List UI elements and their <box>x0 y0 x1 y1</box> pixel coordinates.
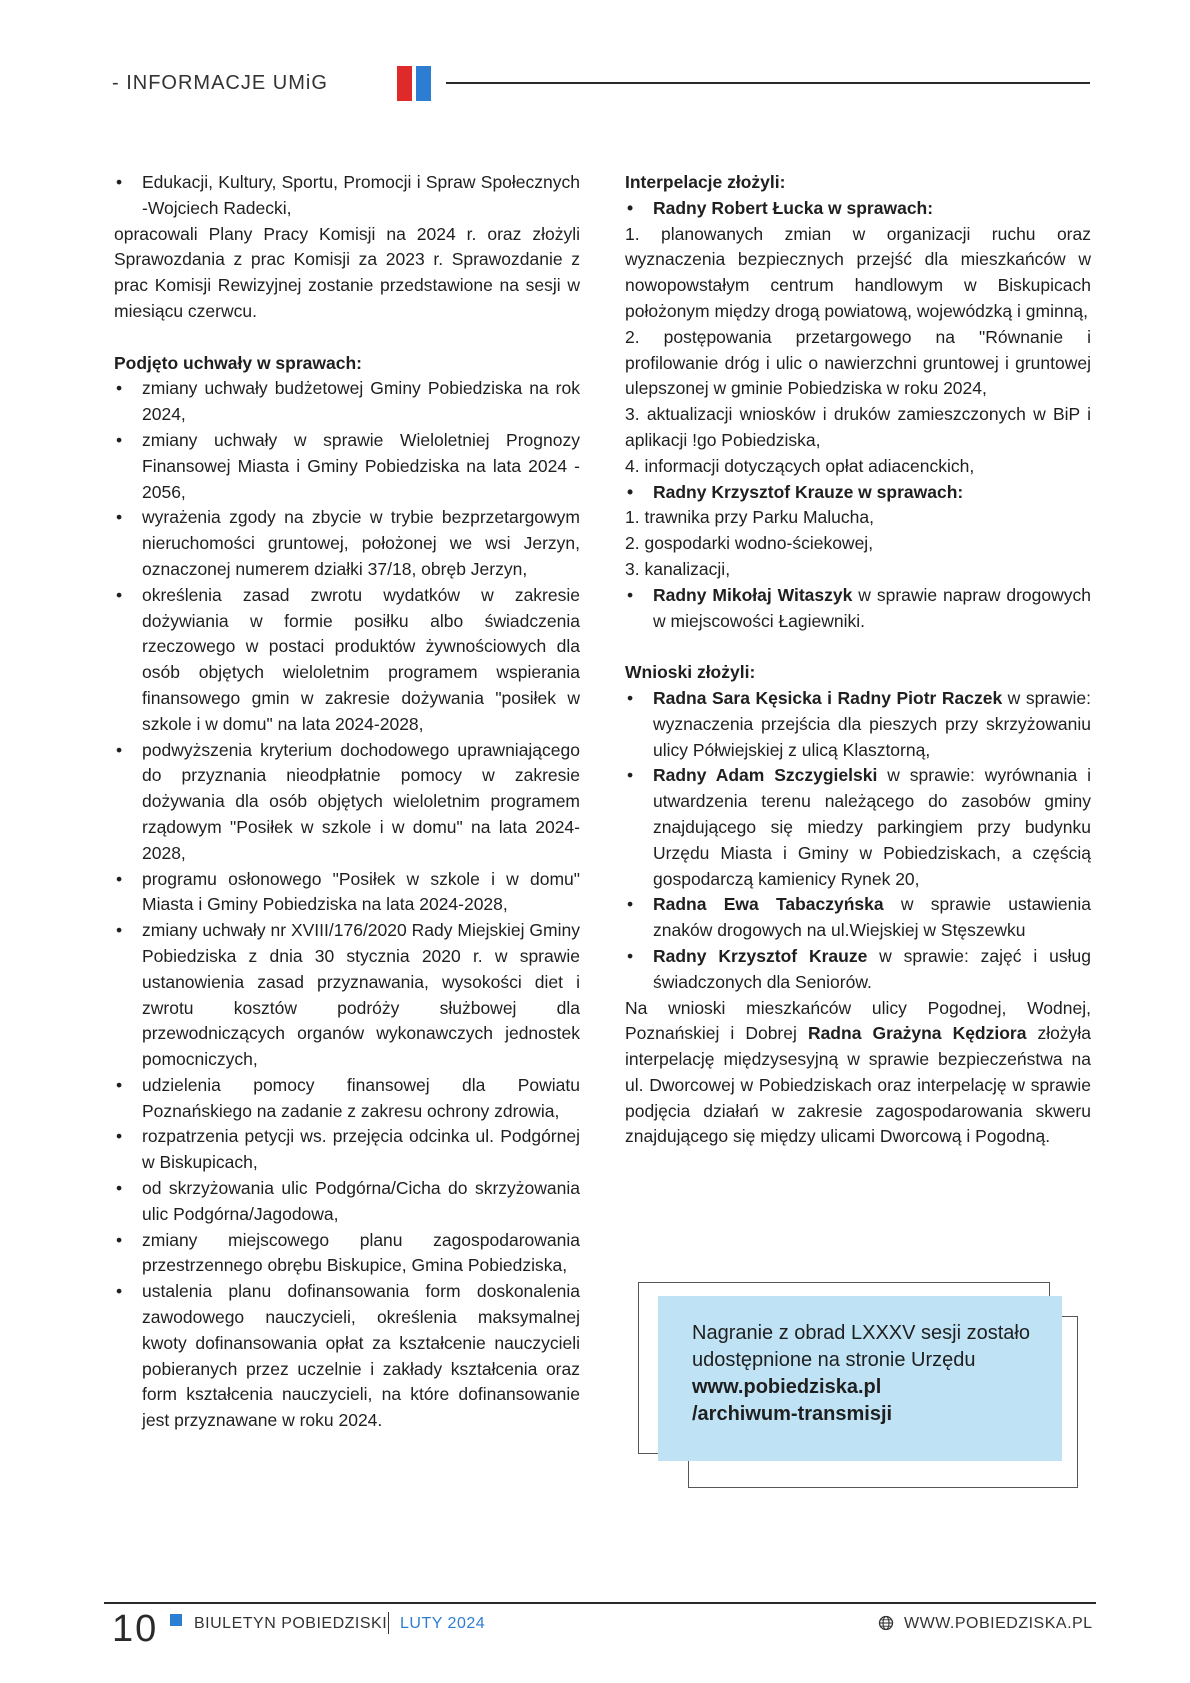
list-item <box>625 583 1091 635</box>
list-item: • rozpatrzenia petycji ws. przejęcia odcinka ul. Podgórnej w Biskupicach, <box>114 1124 580 1176</box>
motions-heading: Wnioski złożyli: <box>625 662 756 683</box>
item-text: w sprawie: zajęć i usług świadczonych dla Seniorów. <box>653 945 1091 992</box>
commission-paragraph: opracowali Plany Pracy Komisji na 2024 r. oraz złożyli Sprawozdania z prac Komisji za 2023 r. Sprawozdanie z prac Komisji Rewizyjnej zostanie przedstawione na sesji w miesiącu czerwcu. <box>114 223 580 321</box>
councillor-name: • Radny Robert Łucka w sprawach: <box>625 196 1091 222</box>
interpellations-heading: Interpelacje złożyli: <box>625 172 786 192</box>
item-text: w sprawie napraw drogowych w miejscowości Łagiewniki. <box>653 584 1091 631</box>
header-rule <box>446 82 1090 84</box>
councillor-name: Radny Krzysztof Krauze <box>653 945 868 966</box>
closing-text: złożyła interpelację międzysesyjną w sprawie bezpieczeństwa na ul. Dworcowej w Pobiedziskach oraz interpelację w sprawie podjęcia działań w zakresie zagospodarowania skweru znajdującego się między ulicami Dworcową i Pogodną. <box>625 1023 1092 1147</box>
councillor-name: Radny Adam Szczygielski <box>653 765 878 786</box>
infobox-text: Nagranie z obrad LXXXV sesji zostało udostępnione na stronie Urzędu <box>692 1322 1030 1371</box>
motions-list <box>625 686 1091 996</box>
list-item: • ustalenia planu dofinansowania form doskonalenia zawodowego nauczycieli, określenia maksymalnej kwoty dofinansowania opłat za kształcenie nauczycieli pobieranych przez uczelnie i zakłady kształcenia oraz form kształcenia nauczycieli, na które dofinansowanie jest przyznawane w roku 2024. <box>114 1279 580 1434</box>
footer-square <box>170 1614 182 1626</box>
globe-icon <box>878 1615 894 1631</box>
list-item: • wyrażenia zgody na zbycie w trybie bezprzetargowym nieruchomości gruntowej, położonej we wsi Jerzyn, oznaczonej numerem działki 37/18, obręb Jerzyn, <box>114 505 580 582</box>
councillor-name: Radny Mikołaj Witaszyk <box>653 584 853 605</box>
list-item: • od skrzyżowania ulic Podgórna/Cicha do skrzyżowania ulic Podgórna/Jagodowa, <box>114 1176 580 1228</box>
councillor-name: Radna Sara Kęsicka i Radny Piotr Raczek <box>653 687 1003 708</box>
flag-blue-bar <box>416 66 431 101</box>
issue-date: LUTY 2024 <box>400 1615 486 1632</box>
numbered-item: 1. planowanych zmian w organizacji ruchu oraz wyznaczenia bezpiecznych przejść dla mieszkańców w nowopowstałym centrum handlowym w Biskupicach położonym między drogą powiatową, wojewódzką i gminną, <box>625 223 1091 321</box>
section-title: - INFORMACJE UMiG <box>112 72 328 94</box>
councillor-name: • Radny Krzysztof Krauze w sprawach: <box>625 480 1091 506</box>
website-link[interactable]: WWW.POBIEDZISKA.PL <box>904 1615 1093 1632</box>
item-text: w sprawie: wyznaczenia przejścia dla pieszych przy skrzyżowaniu ulicy Półwiejskiej z ulicą Klasztorną, <box>653 687 1091 760</box>
list-item: • Edukacji, Kultury, Sportu, Promocji i Spraw Społecznych -Wojciech Radecki, <box>114 170 580 222</box>
publication-name: BIULETYN POBIEDZISKI <box>194 1615 388 1632</box>
list-item: • podwyższenia kryterium dochodowego uprawniającego do przyznania nieodpłatnie pomocy w zakresie dożywania dla osób objętych wieloletnim programem rządowym "Posiłek w szkole i w domu" na lata 2024-2028, <box>114 738 580 867</box>
closing-paragraph <box>625 996 1091 1151</box>
list-item <box>625 763 1091 892</box>
item-text: w sprawie: wyrównania i utwardzenia terenu należącego do zasobów gminy znajdującego się miedzy parkingiem przy budynku Urzędu Miasta i Gminy w Pobiedziskach, a częścią gospodarczą kamienicy Rynek 20, <box>653 765 1091 889</box>
left-column <box>114 170 580 1434</box>
infobox-link-path[interactable]: /archiwum-transmisji <box>692 1403 893 1425</box>
footer-rule <box>104 1602 1096 1604</box>
councillor-name: Radna Grażyna Kędziora <box>807 1023 1027 1044</box>
right-column <box>625 170 1091 1150</box>
resolutions-list <box>114 376 580 1434</box>
infobox <box>692 1320 1052 1428</box>
list-item <box>625 686 1091 763</box>
list-item: • udzielenia pomocy finansowej dla Powiatu Poznańskiego na zadanie z zakresu ochrony zdrowia, <box>114 1073 580 1125</box>
numbered-item: 4. informacji dotyczących opłat adiacenckich, <box>625 455 975 476</box>
list-item: • programu osłonowego "Posiłek w szkole i w domu" Miasta i Gminy Pobiedziska na lata 2024-2028, <box>114 867 580 919</box>
councillor-name: Radna Ewa Tabaczyńska <box>653 894 884 915</box>
list-item: • zmiany uchwały w sprawie Wieloletniej Prognozy Finansowej Miasta i Gminy Pobiedziska na lata 2024 - 2056, <box>114 428 580 505</box>
numbered-item: 3. kanalizacji, <box>625 558 731 579</box>
list-item: • zmiany miejscowego planu zagospodarowania przestrzennego obrębu Biskupice, Gmina Pobiedziska, <box>114 1228 580 1280</box>
infobox-link[interactable]: www.pobiedziska.pl <box>692 1376 882 1398</box>
numbered-item: 3. aktualizacji wniosków i druków zamieszczonych w BiP i aplikacji !go Pobiedziska, <box>625 404 1091 450</box>
list-item: • zmiany uchwały nr XVIII/176/2020 Rady Miejskiej Gminy Pobiedziska z dnia 30 stycznia 2020 r. w sprawie ustanowienia zasad przyznawania, wysokości diet i zwrotu kosztów podróży służbowej dla przewodniczących organów wykonawczych jednostek pomocniczych, <box>114 918 580 1073</box>
item-text: w sprawie ustawienia znaków drogowych na ul.Wiejskiej w Stęszewku <box>653 894 1091 941</box>
list-item: • określenia zasad zwrotu wydatków w zakresie dożywiania w formie posiłku albo świadczenia rzeczowego w postaci produktów żywnościowych dla osób objętych wieloletnim programem wspierania finansowego gmin w zakresie dożywania "posiłek w szkole i w domu" na lata 2024-2028, <box>114 583 580 738</box>
numbered-item: 1. trawnika przy Parku Malucha, <box>625 507 874 528</box>
list-item: • zmiany uchwały budżetowej Gminy Pobiedziska na rok 2024, <box>114 376 580 428</box>
closing-text: Na wnioski mieszkańców ulicy Pogodnej, Wodnej, Poznańskiej i Dobrej <box>625 997 1091 1044</box>
list-item <box>625 944 1091 996</box>
numbered-item: 2. postępowania przetargowego na "Równanie i profilowanie dróg i ulic o nawierzchni gruntowej i gruntowej ulepszonej w gminie Pobiedziska w roku 2024, <box>625 326 1091 399</box>
page-number: 10 <box>112 1608 159 1650</box>
resolutions-heading: Podjęto uchwały w sprawach: <box>114 352 362 373</box>
numbered-item: 2. gospodarki wodno-ściekowej, <box>625 533 874 554</box>
flag-red-bar <box>397 66 412 101</box>
list-item <box>625 892 1091 944</box>
footer-separator <box>388 1612 389 1634</box>
